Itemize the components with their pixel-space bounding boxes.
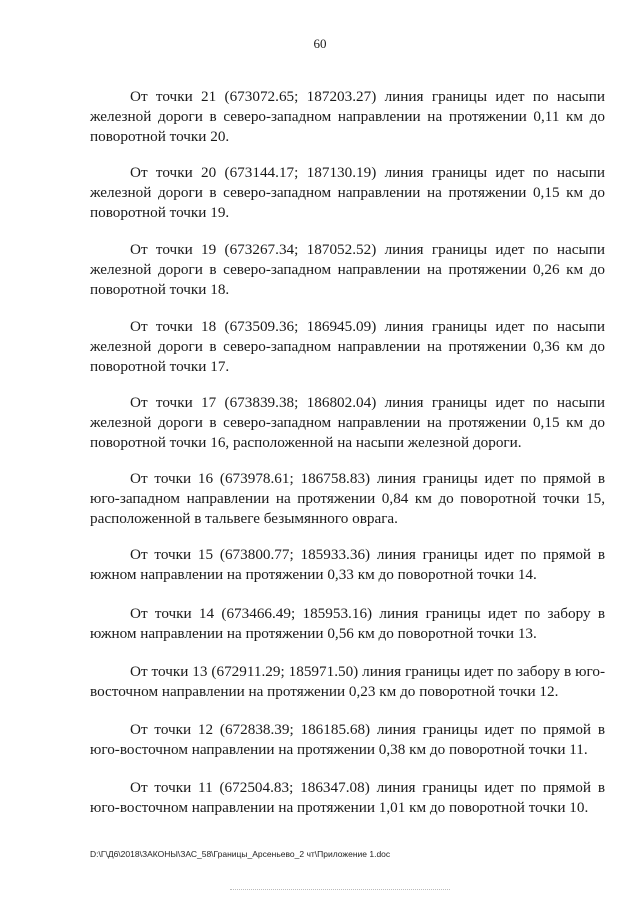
paragraph-point-15: От точки 15 (673800.77; 185933.36) линия границы идет по прямой в южном направлении на протяжении 0,33 км до поворотной точки 14. <box>90 546 605 583</box>
footer-file-path: D:\Г\Д6\2018\ЗАКОНЫ\ЗАС_58\Границы_Арсеньево_2 чт\Приложение 1.doc <box>90 849 391 859</box>
paragraph-point-12: От точки 12 (672838.39; 186185.68) линия границы идет по прямой в юго-восточном направлении на протяжении 0,38 км до поворотной точки 11. <box>90 721 605 758</box>
paragraph-point-17: От точки 17 (673839.38; 186802.04) линия границы идет по насыпи железной дороги в северо-западном направлении на протяжении 0,15 км до поворотной точки 16, расположенной на насыпи железной дороги. <box>90 394 605 451</box>
scan-artifact <box>230 889 450 892</box>
paragraph-point-20: От точки 20 (673144.17; 187130.19) линия границы идет по насыпи железной дороги в северо-западном направлении на протяжении 0,15 км до поворотной точки 19. <box>90 164 605 221</box>
paragraph-point-19: От точки 19 (673267.34; 187052.52) линия границы идет по насыпи железной дороги в северо-западном направлении на протяжении 0,26 км до поворотной точки 18. <box>90 241 605 298</box>
paragraph-point-21: От точки 21 (673072.65; 187203.27) линия границы идет по насыпи железной дороги в северо-западном направлении на протяжении 0,11 км до поворотной точки 20. <box>90 88 605 145</box>
paragraph-point-14: От точки 14 (673466.49; 185953.16) линия границы идет по забору в южном направлении на протяжении 0,56 км до поворотной точки 13. <box>90 605 605 642</box>
paragraph-point-18: От точки 18 (673509.36; 186945.09) линия границы идет по насыпи железной дороги в северо-западном направлении на протяжении 0,36 км до поворотной точки 17. <box>90 318 605 375</box>
page-number: 60 <box>313 36 327 51</box>
paragraph-point-13: От точки 13 (672911.29; 185971.50) линия границы идет по забору в юго-восточном направлении на протяжении 0,23 км до поворотной точки 12. <box>90 663 605 700</box>
paragraph-point-11: От точки 11 (672504.83; 186347.08) линия границы идет по прямой в юго-восточном направлении на протяжении 1,01 км до поворотной точки 10. <box>90 779 605 816</box>
paragraph-point-16: От точки 16 (673978.61; 186758.83) линия границы идет по прямой в юго-западном направлении на протяжении 0,84 км до поворотной точки 15, расположенной в тальвеге безымянного оврага. <box>90 470 605 527</box>
